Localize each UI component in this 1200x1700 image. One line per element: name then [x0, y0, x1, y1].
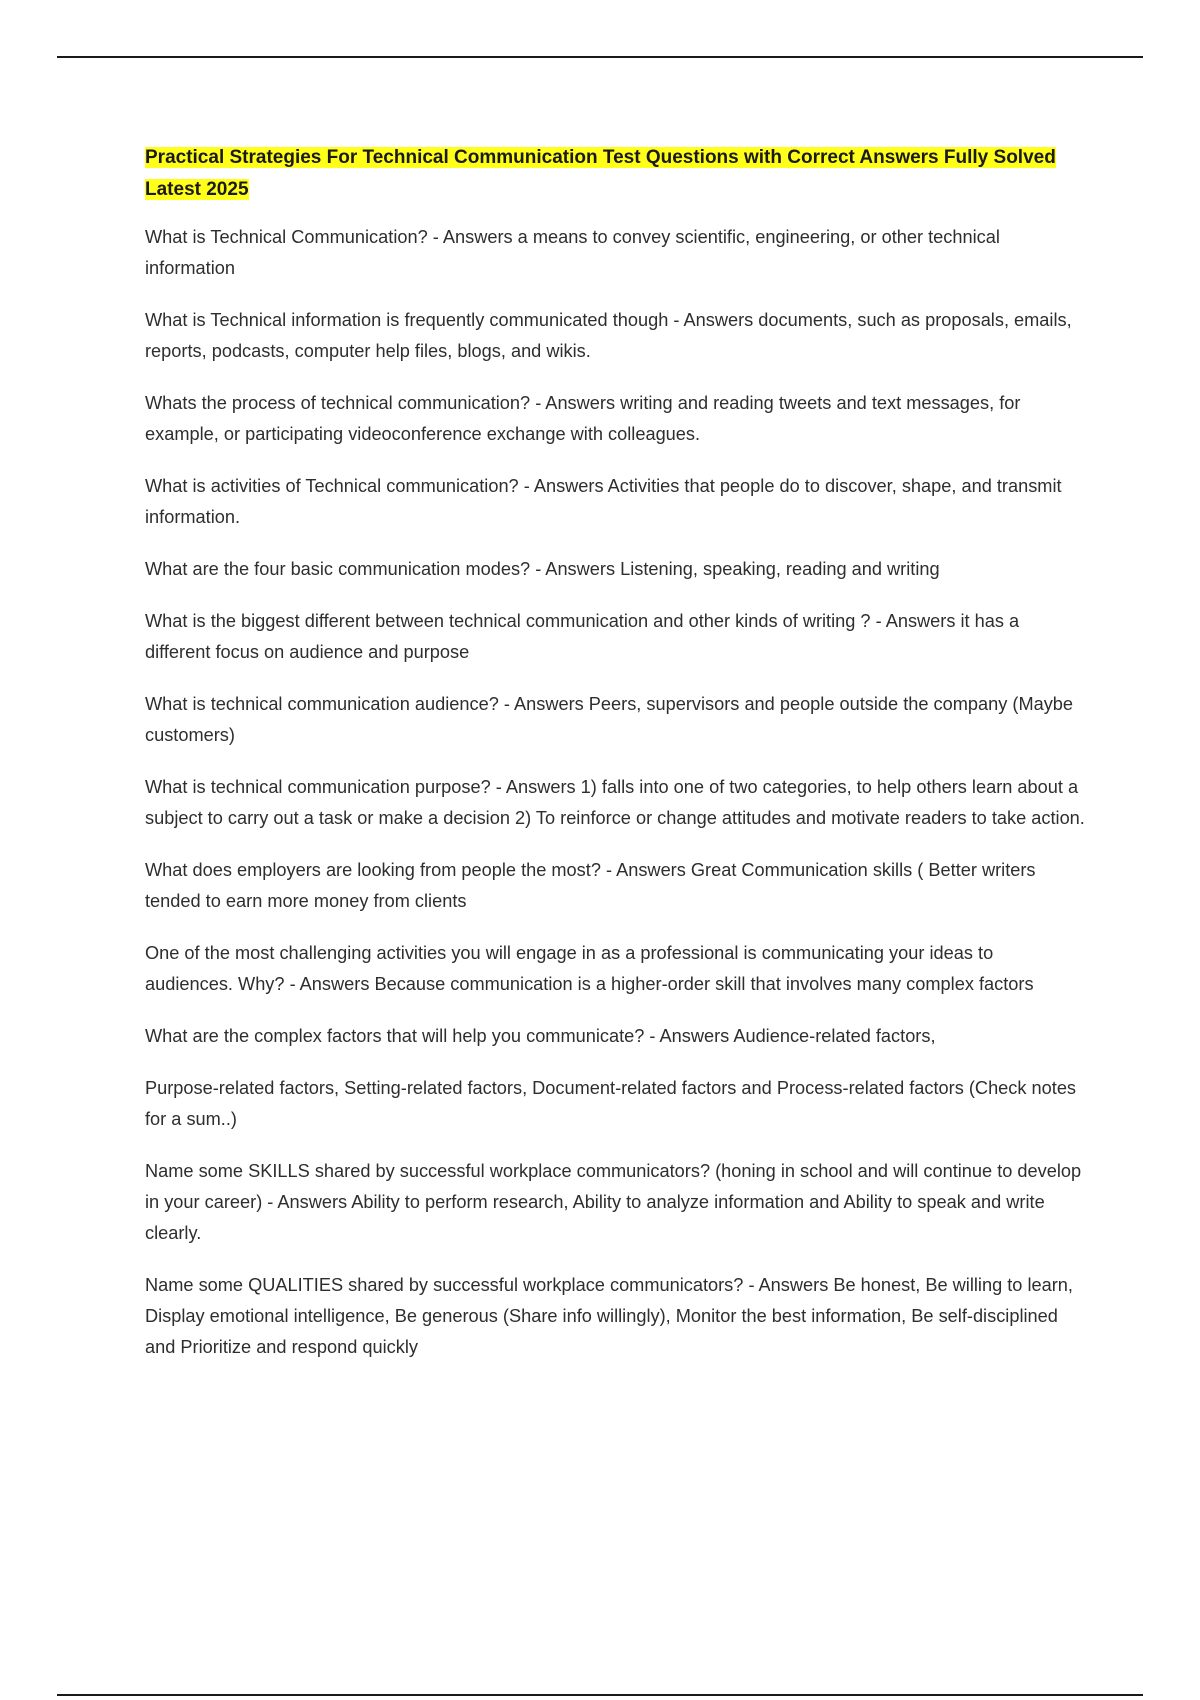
document-title: [145, 142, 1085, 206]
qa-entry: What is Technical Communication? - Answers a means to convey scientific, engineering, or other technical information: [145, 227, 1000, 278]
qa-entry: What is technical communication audience? - Answers Peers, supervisors and people outside the company (Maybe customers): [145, 694, 1074, 745]
qa-entry: Purpose-related factors, Setting-related factors, Document-related factors and Process-related factors (Check notes for a sum..): [145, 1078, 1077, 1129]
document-body: [145, 142, 1085, 1384]
title-highlight: Practical Strategies For Technical Communication Test Questions with Correct Answers Fully Solved Latest 2025: [145, 147, 1056, 200]
qa-entry: What are the four basic communication modes? - Answers Listening, speaking, reading and writing: [145, 559, 940, 579]
qa-entry: One of the most challenging activities you will engage in as a professional is communicating your ideas to audiences. Why? - Answers Because communication is a higher-order skill that involves many complex factors: [145, 943, 1034, 994]
qa-entry: Whats the process of technical communication? - Answers writing and reading tweets and text messages, for example, or participating videoconference exchange with colleagues.: [145, 393, 1021, 444]
qa-entry: What are the complex factors that will help you communicate? - Answers Audience-related factors,: [145, 1026, 936, 1046]
qa-list: [145, 222, 1085, 1363]
qa-entry: What is activities of Technical communication? - Answers Activities that people do to discover, shape, and transmit information.: [145, 476, 1062, 527]
qa-entry: What is Technical information is frequently communicated though - Answers documents, such as proposals, emails, reports, podcasts, computer help files, blogs, and wikis.: [145, 310, 1072, 361]
qa-entry: Name some SKILLS shared by successful workplace communicators? (honing in school and will continue to develop in your career) - Answers Ability to perform research, Ability to analyze information and Ability to speak and write clearly.: [145, 1161, 1082, 1243]
qa-entry: What is technical communication purpose? - Answers 1) falls into one of two categories, to help others learn about a subject to carry out a task or make a decision 2) To reinforce or change attitudes and motivate readers to take action.: [145, 777, 1085, 828]
qa-entry: What does employers are looking from people the most? - Answers Great Communication skills ( Better writers tended to earn more money from clients: [145, 860, 1036, 911]
header-rule: [57, 56, 1143, 58]
qa-entry: What is the biggest different between technical communication and other kinds of writing ? - Answers it has a different focus on audience and purpose: [145, 611, 1020, 662]
footer-rule: [57, 1694, 1143, 1696]
qa-entry: Name some QUALITIES shared by successful workplace communicators? - Answers Be honest, Be willing to learn, Display emotional intelligence, Be generous (Share info willingly), Monitor the best information, Be self-disciplined and Prioritize and respond quickly: [145, 1275, 1073, 1357]
